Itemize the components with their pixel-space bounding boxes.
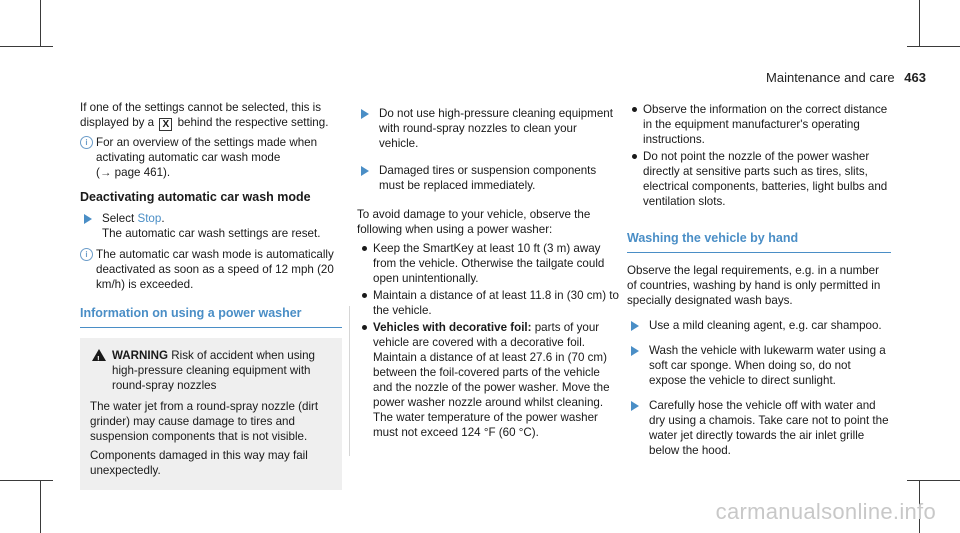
note: i For an overview of the settings made when activating automatic car wash mode (→ page 461). [80,135,342,180]
unavailable-x-icon: X [159,118,172,131]
info-icon: i [80,248,93,261]
step: Use a mild cleaning agent, e.g. car shampoo. [627,318,891,333]
crop-mark [919,0,920,47]
intro-paragraph: If one of the settings cannot be selected, this is displayed by a X behind the respective setting. [80,101,329,130]
page-number: 463 [904,70,926,85]
stop-link[interactable]: Stop [137,212,162,225]
step-arrow-icon [631,321,639,331]
warning-text: Components damaged in this way may fail unexpectedly. [90,449,308,477]
intro-paragraph: To avoid damage to your vehicle, observe the following when using a power washer: [357,208,591,236]
column-2 [357,100,619,442]
warning-triangle-icon: ! [92,349,106,361]
intro-paragraph: Observe the legal requirements, e.g. in a number of countries, washing by hand is only permitted in specially designated wash bays. [627,264,881,307]
warning-box [80,338,342,490]
bullet-item: Vehicles with decorative foil: parts of your vehicle are covered with a decorative foil. Maintain a distance of at least 27.6 in (70 cm) between the foil-covered parts of the vehicle and the nozzle of the power washer. Move the power washer nozzle around whilst cleaning. The water temperature of the power washer must not exceed 124 °F (60 °C). [357,320,619,440]
section-title: Washing the vehicle by hand [627,231,891,253]
bullet-dot [632,154,637,159]
crop-mark [40,480,41,533]
page-header [766,70,926,85]
step-arrow-icon [361,166,369,176]
bullet-item: Maintain a distance of at least 11.8 in (30 cm) to the vehicle. [357,288,619,318]
step: Damaged tires or suspension components must be replaced immediately. [357,163,619,193]
bullet-item: Keep the SmartKey at least 10 ft (3 m) away from the vehicle. Otherwise the tailgate could open unintentionally. [357,241,619,286]
bullet-dot [362,293,367,298]
step: Wash the vehicle with lukewarm water using a soft car sponge. When doing so, do not expose the vehicle to direct sunlight. [627,343,891,388]
column-1 [80,100,342,490]
step: Carefully hose the vehicle off with water and dry using a chamois. Take care not to point the water jet directly towards the air inlet grille below the hood. [627,398,891,458]
warning-label: WARNING [112,349,169,362]
bullet-dot [632,107,637,112]
crop-mark [0,46,53,47]
bullet-dot [362,325,367,330]
note: i The automatic car wash mode is automatically deactivated as soon as a speed of 12 mph (20 km/h) is exceeded. [80,247,342,292]
step-result: The automatic car wash settings are reset. [102,227,321,240]
step: Select Stop. The automatic car wash settings are reset. [80,211,342,241]
step-arrow-icon [631,346,639,356]
header-section: Maintenance and care [766,70,895,85]
info-icon: i [80,136,93,149]
crop-mark [0,480,53,481]
warning-text: The water jet from a round-spray nozzle (dirt grinder) may cause damage to tires and suspension components that is not visible. [90,400,319,443]
bullet-item: Do not point the nozzle of the power washer directly at sensitive parts such as tires, slits, electrical components, batteries, light bulbs and ventilation slots. [627,149,891,209]
watermark: carmanualsonline.info [715,499,936,524]
bullet-dot [362,246,367,251]
step: Do not use high-pressure cleaning equipment with round-spray nozzles to clean your vehicle. [357,106,619,151]
step-arrow-icon [631,401,639,411]
column-3 [627,100,891,464]
column-divider [349,306,350,456]
step-arrow-icon [84,214,92,224]
crop-mark [907,480,960,481]
warning-header: ! WARNING Risk of accident when using high-pressure cleaning equipment with round-spray nozzles [90,348,332,393]
step-arrow-icon [361,109,369,119]
section-title: Information on using a power washer [80,306,342,328]
crop-mark [907,46,960,47]
crop-mark [40,0,41,47]
subheading: Deactivating automatic car wash mode [80,190,311,204]
bullet-item: Observe the information on the correct distance in the equipment manufacturer's operating instructions. [627,102,891,147]
